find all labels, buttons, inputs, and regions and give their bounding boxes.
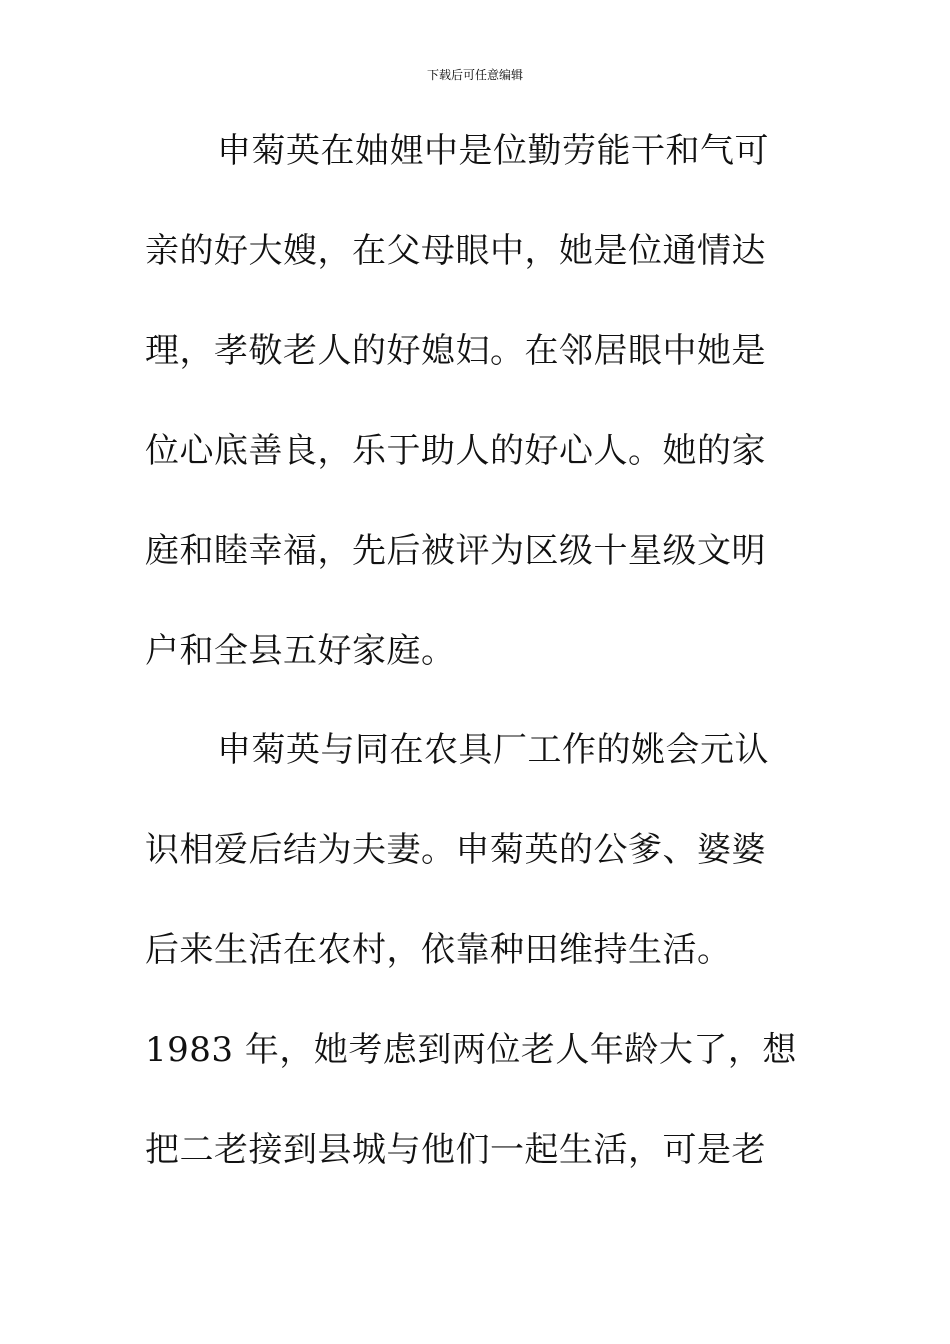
text-line: 识相爱后结为夫妻。申菊英的公爹、婆婆	[145, 830, 766, 870]
text-line: 户和全县五好家庭。	[145, 631, 456, 671]
text-line: 申菊英在妯娌中是位勤劳能干和气可	[217, 131, 769, 171]
page-header-note: 下载后可任意编辑	[426, 68, 523, 82]
text-line: 1983 年，她考虑到两位老人年龄大了，想	[145, 1030, 797, 1070]
text-line: 理，孝敬老人的好媳妇。在邻居眼中她是	[145, 331, 766, 371]
text-line: 后来生活在农村，依靠种田维持生活。	[145, 930, 732, 970]
text-line: 庭和睦幸福，先后被评为区级十星级文明	[145, 531, 766, 571]
text-line: 把二老接到县城与他们一起生活，可是老	[145, 1130, 766, 1170]
text-line: 位心底善良，乐于助人的好心人。她的家	[145, 431, 766, 471]
text-line: 亲的好大嫂，在父母眼中，她是位通情达	[145, 231, 766, 271]
text-line: 申菊英与同在农具厂工作的姚会元认	[217, 730, 769, 770]
